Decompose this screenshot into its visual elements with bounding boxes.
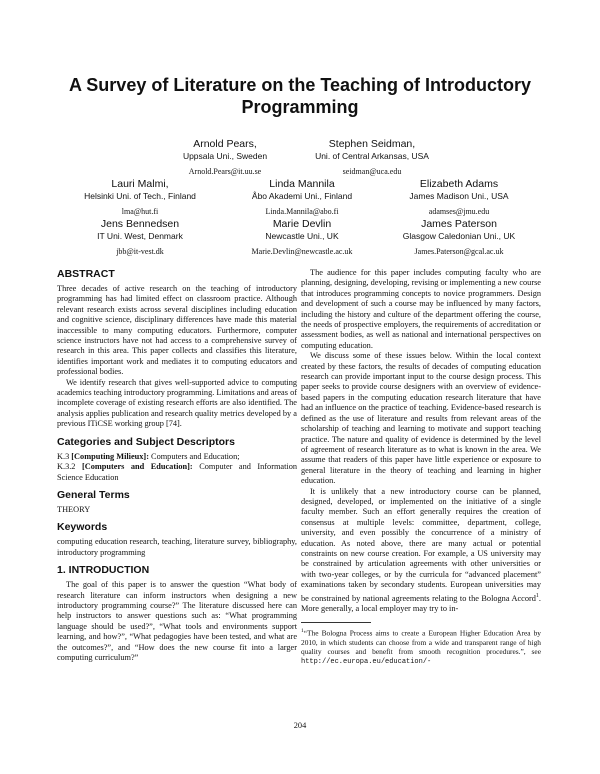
author-email: seidman@uca.edu [342,167,402,176]
author-name: James Paterson [421,218,497,230]
paper-title: A Survey of Literature on the Teaching of Introductory Programming [68,75,532,117]
keywords-text: computing education research, teaching, literature survey, bibliography, introductory programming [57,537,297,557]
footnote-text: “The Bologna Process aims to create a European Higher Education Area by 2010, in which students can choose from a wide and transparent range of high quality courses and benefit from smooth recognition procedures.”, see [301,628,541,656]
author-block [222,178,382,218]
general-terms-heading: General Terms [57,488,130,501]
author-affiliation: Uni. of Central Arkansas, USA [315,151,429,161]
author-name: Linda Mannila [269,178,335,190]
body-paragraph: We discuss some of these issues below. Within the local context created by these factors, the results of decades of computing education research can provide important input to the course design process. This paper seeks to provide course designers with an overview of evidence-based papers in the computing education research literature that have had an influence on the practice of teaching. Evidence-based research is defined as the use of literature and results from relevant areas of the scholarship of teaching and learning to motivate and support teaching practice. The nature and quality of evidence is determined by the level of agreement of research literature as to what is known in the area. We assume that readers of this paper have little experience or exposure to general literature in the theory of teaching and learning in higher education. [301,351,541,486]
author-affiliation: IT Uni. West, Denmark [97,231,183,241]
footnote-divider [301,622,371,623]
author-email: Marie.Devlin@newcastle.ac.uk [251,247,353,256]
author-affiliation: Glasgow Caledonian Uni., UK [402,231,516,241]
author-affiliation: Uppsala Uni., Sweden [182,151,268,161]
author-name: Jens Bennedsen [100,218,180,230]
category-bold: [Computing Milieux]: [71,451,149,461]
categories-heading: Categories and Subject Descriptors [57,435,235,448]
author-email: Linda.Mannila@abo.fi [265,207,339,216]
body-paragraph [301,487,541,615]
author-block [60,218,220,258]
author-name: Arnold Pears, [193,138,257,150]
author-name: Lauri Malmi, [111,178,169,190]
category-bold: [Computers and Education]: [81,462,193,472]
author-block [292,138,452,178]
author-name: Marie Devlin [272,218,332,230]
introduction-heading: 1. INTRODUCTION [57,564,150,577]
body-text: . More generally, a local employer may try to in- [301,593,541,613]
introduction-paragraph: The goal of this paper is to answer the question “What body of research literature can inform instructors when designing a new introductory programming course?” The literature discussed here can help instructors to answer questions such as: “What programming language should be used?”, “What tools and environments support learning, and how?”, “What pedagogies have been tested, and what are the outcomes?”, and “How does the new course fit into a larger computing curriculum?” [57,580,297,662]
author-name: Elizabeth Adams [419,178,499,190]
body-text: It is unlikely that a new introductory course can be planned, designed, developed, or implemented on the initiative of a single faculty member. Such an effort generally requires the creation of consensus at multiple levels: committee, department, college, university, and even possibly the concurrence of a ministry of education. As noted above, there are many actual or potential constraints on new course creation. For example, a US university may be constrained by articulation agreements with other universities or with two-year colleges, or by the curricula for “advanced placement” examinations taken by secondary students. European universities may be constrained by national agreements relating to the Bologna Accord [301,486,541,603]
author-email: James.Paterson@gcal.ac.uk [414,247,504,256]
author-block [60,178,220,218]
page-number: 204 [293,721,307,730]
footnote-marker: 1 [535,592,539,599]
category-text: Computers and Education; [151,451,240,461]
author-name: Stephen Seidman, [328,138,416,150]
author-affiliation: James Madison Uni., USA [409,191,509,201]
author-affiliation: Åbo Akademi Uni., Finland [251,191,353,201]
category-code: K.3 [57,451,70,461]
category-text: Computer and Information Science Education [57,462,297,482]
footnote-url[interactable]: http://ec.europa.eu/education/- [301,657,432,666]
category-line [57,452,297,462]
author-block [384,178,534,218]
author-affiliation: Helsinki Uni. of Tech., Finland [84,191,196,201]
body-paragraph: The audience for this paper includes computing faculty who are planning, designing, developing, revising or implementing a new course that introduces programming concepts to novice programmers. Design and development of such a course may be influenced by many factors, including the history and culture of the department offering the course, the needs of prospective employers, the requirements of accreditation or assessment bodies, as well as national and international perspectives on computing education. [301,268,541,350]
abstract-paragraph: We identify research that gives well-supported advice to computing academics teaching introductory programming. Limitations and areas of incomplete coverage of existing research efforts are also identified. The analysis applies publication and research quality metrics developed by a previous ITiCSE working group [74]. [57,377,297,429]
footnote [301,627,541,666]
general-terms-text: THEORY [57,504,91,514]
left-column [57,268,297,663]
abstract-heading: ABSTRACT [57,268,115,280]
author-affiliation: Newcastle Uni., UK [265,231,339,241]
category-code: K.3.2 [57,462,76,472]
author-email: Arnold.Pears@it.uu.se [188,167,262,176]
abstract-paragraph: Three decades of active research on the teaching of introductory programming has had limited effect on classroom practice. Although relevant research exists across several disciplines including education and cognitive science, disciplinary differences have made this material inaccessible to many computing educators. Furthermore, computer science instructors have not had access to a comprehensive survey of research in this area. This paper collects and classifies this literature, identifies important work and mediates it to computing educators and professional bodies. [57,284,297,377]
author-email: lma@hut.fi [121,207,159,216]
author-block [384,218,534,258]
footnote-marker: 1 [301,628,304,635]
author-block [160,138,290,178]
author-email: jbb@it-vest.dk [116,247,164,256]
right-column [301,268,541,667]
author-block [222,218,382,258]
keywords-heading: Keywords [57,521,108,534]
category-line [57,462,297,483]
author-email: adamses@jmu.edu [428,207,490,216]
